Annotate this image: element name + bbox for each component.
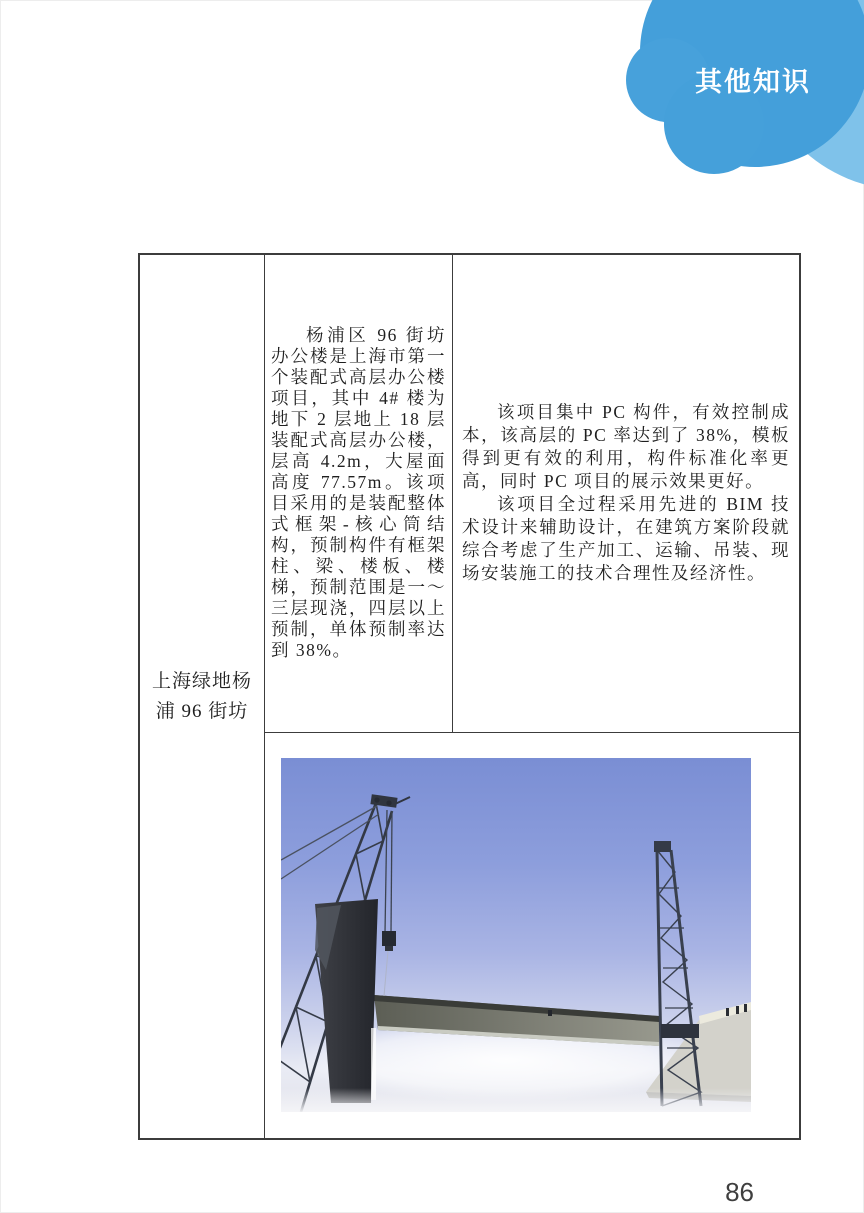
chapter-badge-label: 其他知识 bbox=[695, 67, 811, 97]
project-overview-text: 杨浦区 96 街坊办公楼是上海市第一个装配式高层办公楼项目，其中 4# 楼为地下 2 层地上 18 层装配式高层办公楼，层高 4.2m，大屋面高度 77.57m。该项目采用的是装配整体式框架-核心筒结构，预制构件有框架柱、梁、楼板、楼梯，预制范围是一～三层现浇，四层以上预制，单体预制率达到 38%。 bbox=[271, 325, 446, 661]
row-header-cell bbox=[139, 254, 265, 1139]
photo-fog-band bbox=[281, 1088, 751, 1112]
project-analysis-cell bbox=[453, 254, 801, 732]
project-table bbox=[138, 253, 801, 1140]
project-overview-cell bbox=[265, 254, 453, 732]
photo-cell bbox=[265, 732, 801, 1139]
page-number: 86 bbox=[725, 1177, 754, 1207]
construction-photo-image bbox=[281, 758, 751, 1112]
analysis-paragraph-2: 该项目全过程采用先进的 BIM 技术设计来辅助设计，在建筑方案阶段就综合考虑了生产加工、运输、吊装、现场安装施工的技术合理性及经济性。 bbox=[462, 494, 790, 584]
analysis-paragraph-1: 该项目集中 PC 构件，有效控制成本，该高层的 PC 率达到了 38%，模板得到更有效的利用，构件标准化率更高，同时 PC 项目的展示效果更好。 bbox=[462, 402, 790, 492]
project-name: 上海绿地杨浦 96 街坊 bbox=[151, 670, 252, 722]
